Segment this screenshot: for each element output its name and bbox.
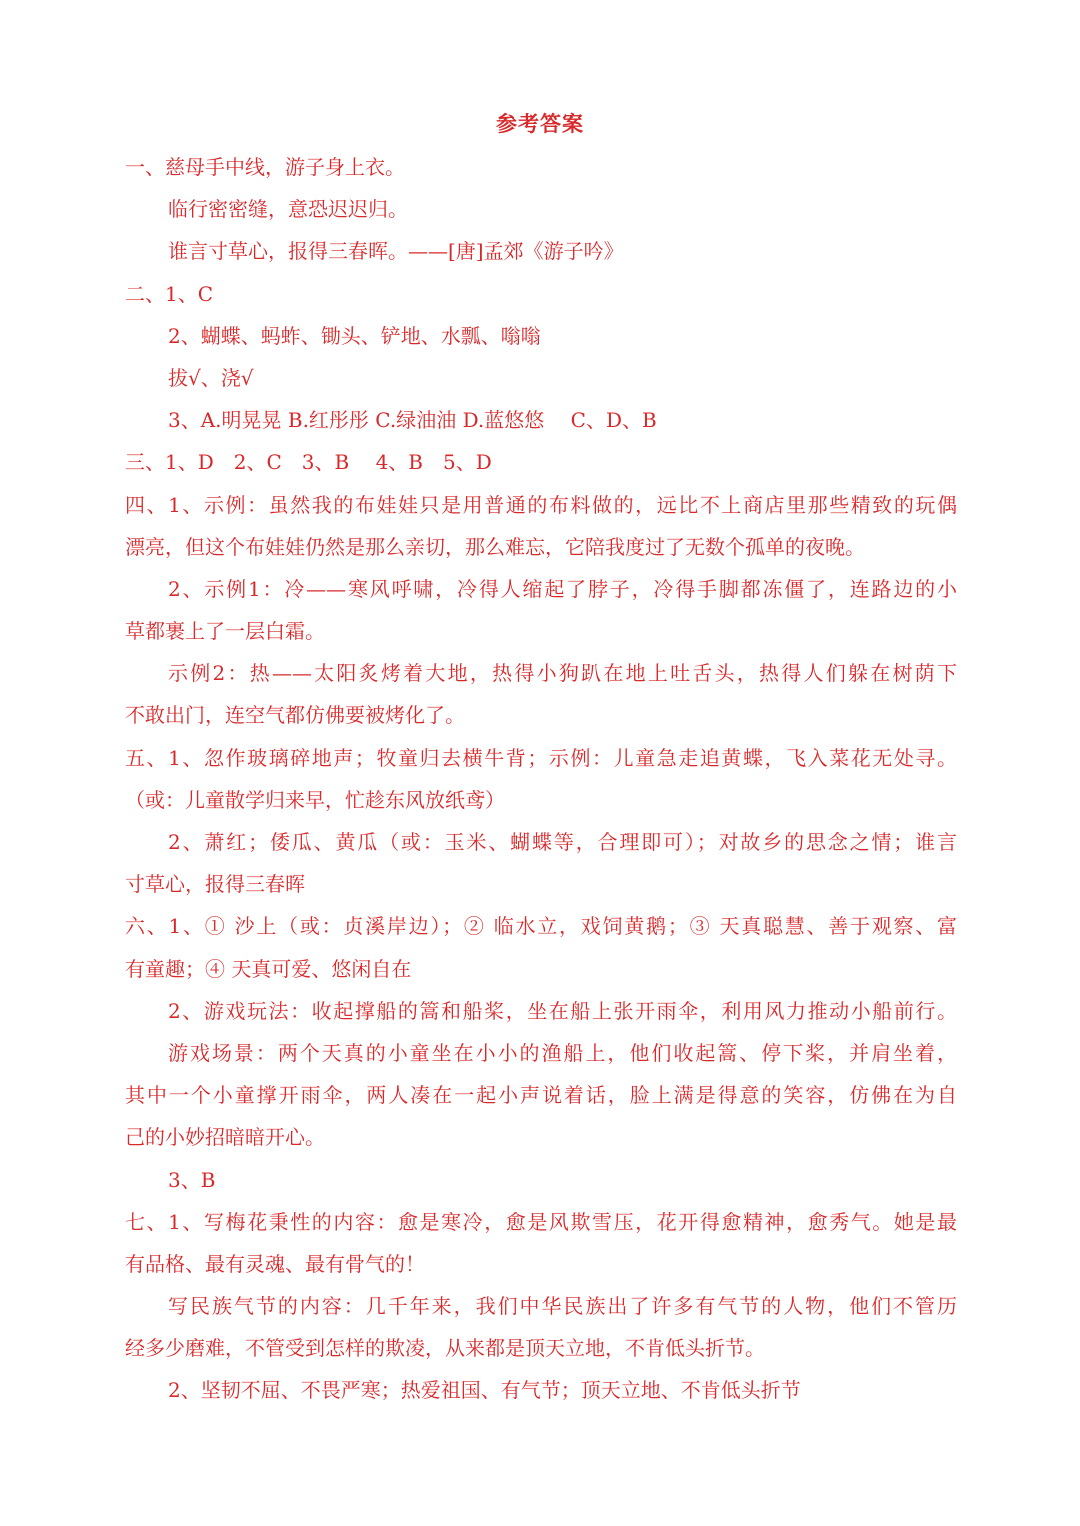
answer-line: 漂亮，但这个布娃娃仍然是那么亲切，那么难忘，它陪我度过了无数个孤单的夜晚。 [125, 534, 865, 559]
answer-body [125, 146, 957, 1412]
answer-line: 有品格、最有灵魂、最有骨气的！ [125, 1251, 425, 1276]
answer-line: 有童趣；④ 天真可爱、悠闲自在 [125, 956, 412, 981]
answer-line: 2、示例1：冷——寒风呼啸，冷得人缩起了脖子，冷得手脚都冻僵了，连路边的小 [168, 576, 957, 601]
answer-line: 拔√、浇√ [168, 365, 254, 390]
answer-line: 草都裹上了一层白霜。 [125, 619, 325, 644]
answer-line: 示例2：热——太阳炙烤着大地，热得小狗趴在地上吐舌头，热得人们躲在树荫下 [168, 661, 957, 686]
answer-line: 2、游戏玩法：收起撑船的篙和船桨，坐在船上张开雨伞，利用风力推动小船前行。 [168, 998, 957, 1023]
answer-line: 3、A.明晃晃 B.红彤彤 C.绿油油 D.蓝悠悠 C、D、B [168, 408, 657, 433]
answer-line: 七、1、写梅花秉性的内容：愈是寒冷，愈是风欺雪压，花开得愈精神，愈秀气。她是最 [125, 1209, 957, 1234]
answer-line: 六、1、① 沙上（或：贞溪岸边）；② 临水立，戏饲黄鹅；③ 天真聪慧、善于观察、富 [125, 914, 957, 939]
answer-line: 写民族气节的内容：几千年来，我们中华民族出了许多有气节的人物，他们不管历 [168, 1294, 957, 1319]
answer-line: 寸草心，报得三春晖 [125, 872, 305, 897]
answer-line: （或：儿童散学归来早，忙趁东风放纸鸢） [125, 787, 505, 812]
answer-line: 2、萧红；倭瓜、黄瓜（或：玉米、蝴蝶等，合理即可）；对故乡的思念之情；谁言 [168, 830, 957, 854]
answer-line: 二、1、C [125, 281, 214, 306]
answer-line: 五、1、忽作玻璃碎地声；牧童归去横牛背；示例：儿童急走追黄蝶，飞入菜花无处寻。 [125, 745, 957, 770]
answer-line: 3、B [168, 1167, 216, 1192]
answer-line: 三、1、D 2、C 3、B 4、B 5、D [125, 450, 492, 475]
page-title: 参考答案 [496, 111, 584, 136]
answer-line: 四、1、示例：虽然我的布娃娃只是用普通的布料做的，远比不上商店里那些精致的玩偶 [125, 492, 957, 517]
answer-line: 己的小妙招暗暗开心。 [125, 1125, 325, 1150]
answer-line: 2、坚韧不屈、不畏严寒；热爱祖国、有气节；顶天立地、不肯低头折节 [168, 1378, 801, 1403]
answer-line: 经多少磨难，不管受到怎样的欺凌，从来都是顶天立地，不肯低头折节。 [125, 1336, 765, 1361]
answer-line: 不敢出门，连空气都仿佛要被烤化了。 [125, 703, 465, 728]
answer-line: 一、慈母手中线，游子身上衣。 [125, 155, 405, 179]
answer-line: 2、蝴蝶、蚂蚱、锄头、铲地、水瓢、嗡嗡 [168, 323, 541, 348]
answer-line: 临行密密缝，意恐迟迟归。 [168, 197, 408, 222]
answer-line: 游戏场景：两个天真的小童坐在小小的渔船上，他们收起篙、停下桨，并肩坐着， [168, 1040, 957, 1065]
answer-line: 其中一个小童撑开雨伞，两人凑在一起小声说着话，脸上满是得意的笑容，仿佛在为自 [125, 1083, 957, 1108]
answer-line: 谁言寸草心，报得三春晖。——[唐]孟郊《游子吟》 [168, 239, 624, 264]
